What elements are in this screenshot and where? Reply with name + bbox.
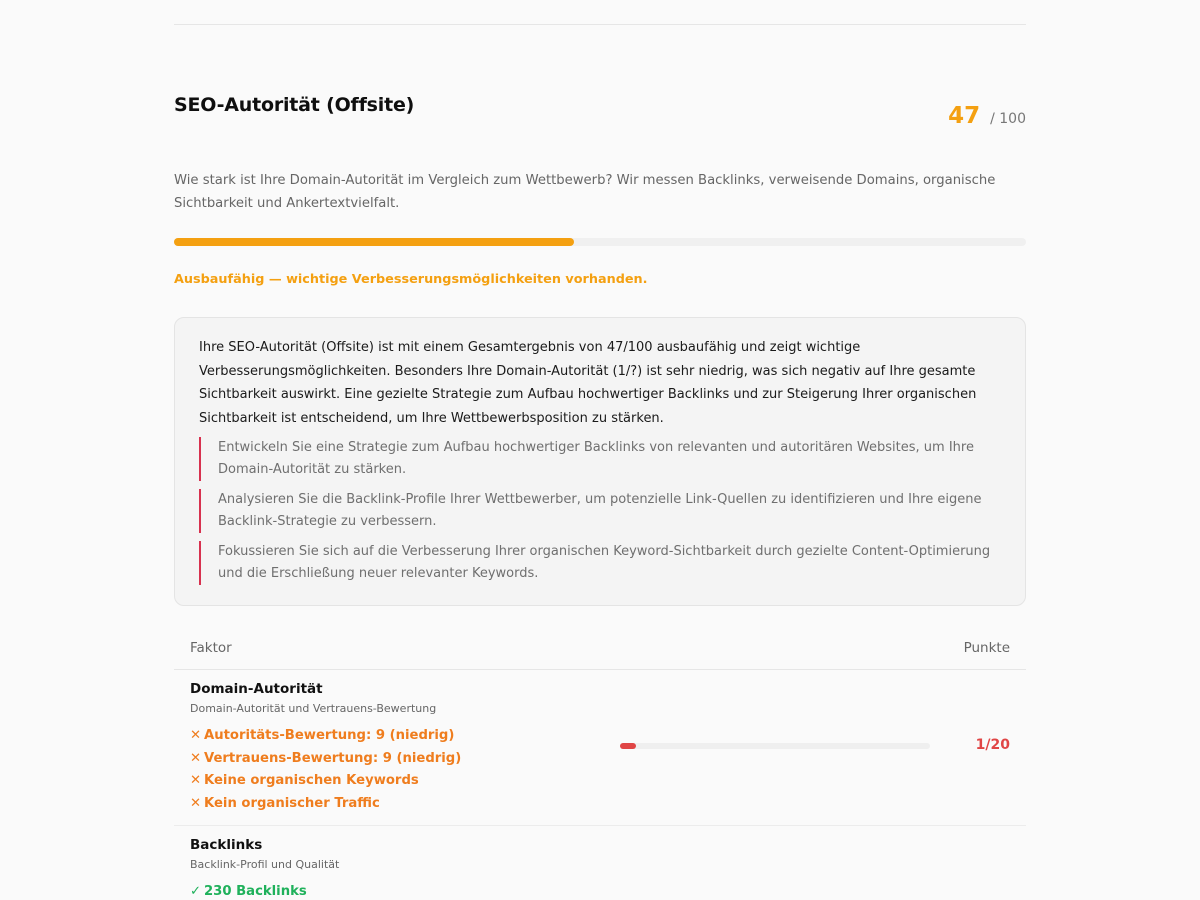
factor-table	[174, 626, 1026, 900]
factor-score-bar	[620, 743, 930, 749]
cross-icon: ✕	[190, 773, 202, 789]
table-row	[174, 670, 1026, 826]
factor-points: 1/20	[975, 737, 1010, 753]
factor-name: Domain-Autorität	[190, 681, 323, 697]
score-progress-bar	[174, 238, 1026, 246]
score-progress-fill	[174, 238, 574, 246]
score-verdict: Ausbaufähig — wichtige Verbesserungsmöglichkeiten vorhanden.	[174, 272, 648, 287]
check-item	[190, 793, 1010, 816]
summary-text: Ihre SEO-Autorität (Offsite) ist mit einem Gesamtergebnis von 47/100 ausbaufähig und zeigt wichtige Verbesserungsmöglichkeiten. Besonders Ihre Domain-Autorität (1/?) ist sehr niedrig, was sich negativ auf Ihre gesamte Sichtbarkeit auswirkt. Eine gezielte Strategie zum Aufbau hochwertiger Backlinks und zur Steigerung Ihrer organischen Sichtbarkeit ist entscheidend, um Ihre Wettbewerbsposition zu stärken.	[199, 340, 977, 426]
recommendation-item: Entwickeln Sie eine Strategie zum Aufbau hochwertiger Backlinks von relevanten und autoritären Websites, um Ihre Domain-Autorität zu stärken.	[199, 437, 1001, 481]
score-max: / 100	[990, 111, 1026, 127]
check-text: Kein organischer Traffic	[204, 795, 380, 811]
cross-icon: ✕	[190, 750, 202, 766]
factor-description: Domain-Autorität und Vertrauens-Bewertung	[190, 702, 437, 715]
score-display	[948, 103, 1026, 129]
factor-name: Backlinks	[190, 837, 263, 854]
factor-score-fill	[620, 743, 636, 749]
recommendation-item: Fokussieren Sie sich auf die Verbesserung Ihrer organischen Keyword-Sichtbarkeit durch gezielte Content-Optimierung und die Erschließung neuer relevanter Keywords.	[199, 541, 1001, 585]
recommendation-item: Analysieren Sie die Backlink-Profile Ihrer Wettbewerber, um potenzielle Link-Quellen zu identifizieren und Ihre eigene Backlink-Strategie zu verbessern.	[199, 489, 1001, 533]
check-text: Vertrauens-Bewertung: 9 (niedrig)	[204, 750, 462, 766]
check-item	[190, 748, 1010, 771]
table-header	[174, 626, 1026, 670]
check-text: Autoritäts-Bewertung: 9 (niedrig)	[204, 728, 455, 743]
check-item	[190, 881, 1010, 900]
top-divider	[174, 24, 1026, 25]
factor-checks	[190, 725, 1010, 815]
column-header-points: Punkte	[963, 640, 1010, 656]
cross-icon: ✕	[190, 728, 202, 743]
section-description: Wie stark ist Ihre Domain-Autorität im Vergleich zum Wettbewerb? Wir messen Backlinks, verweisende Domains, organische Sichtbarkeit und Ankertextvielfalt.	[174, 173, 996, 211]
checkmark-icon: ✓	[190, 884, 202, 900]
summary-box	[174, 317, 1026, 606]
cross-icon: ✕	[190, 795, 202, 811]
table-row	[174, 826, 1026, 900]
score-value: 47	[948, 103, 981, 129]
check-item	[190, 770, 1010, 793]
section-title: SEO-Autorität (Offsite)	[174, 94, 415, 116]
check-text: 230 Backlinks	[204, 884, 307, 900]
section-header	[174, 94, 1026, 134]
factor-checks	[190, 881, 1010, 900]
factor-description: Backlink-Profil und Qualität	[190, 858, 340, 872]
check-text: Keine organischen Keywords	[204, 773, 419, 789]
column-header-factor: Faktor	[190, 640, 232, 656]
